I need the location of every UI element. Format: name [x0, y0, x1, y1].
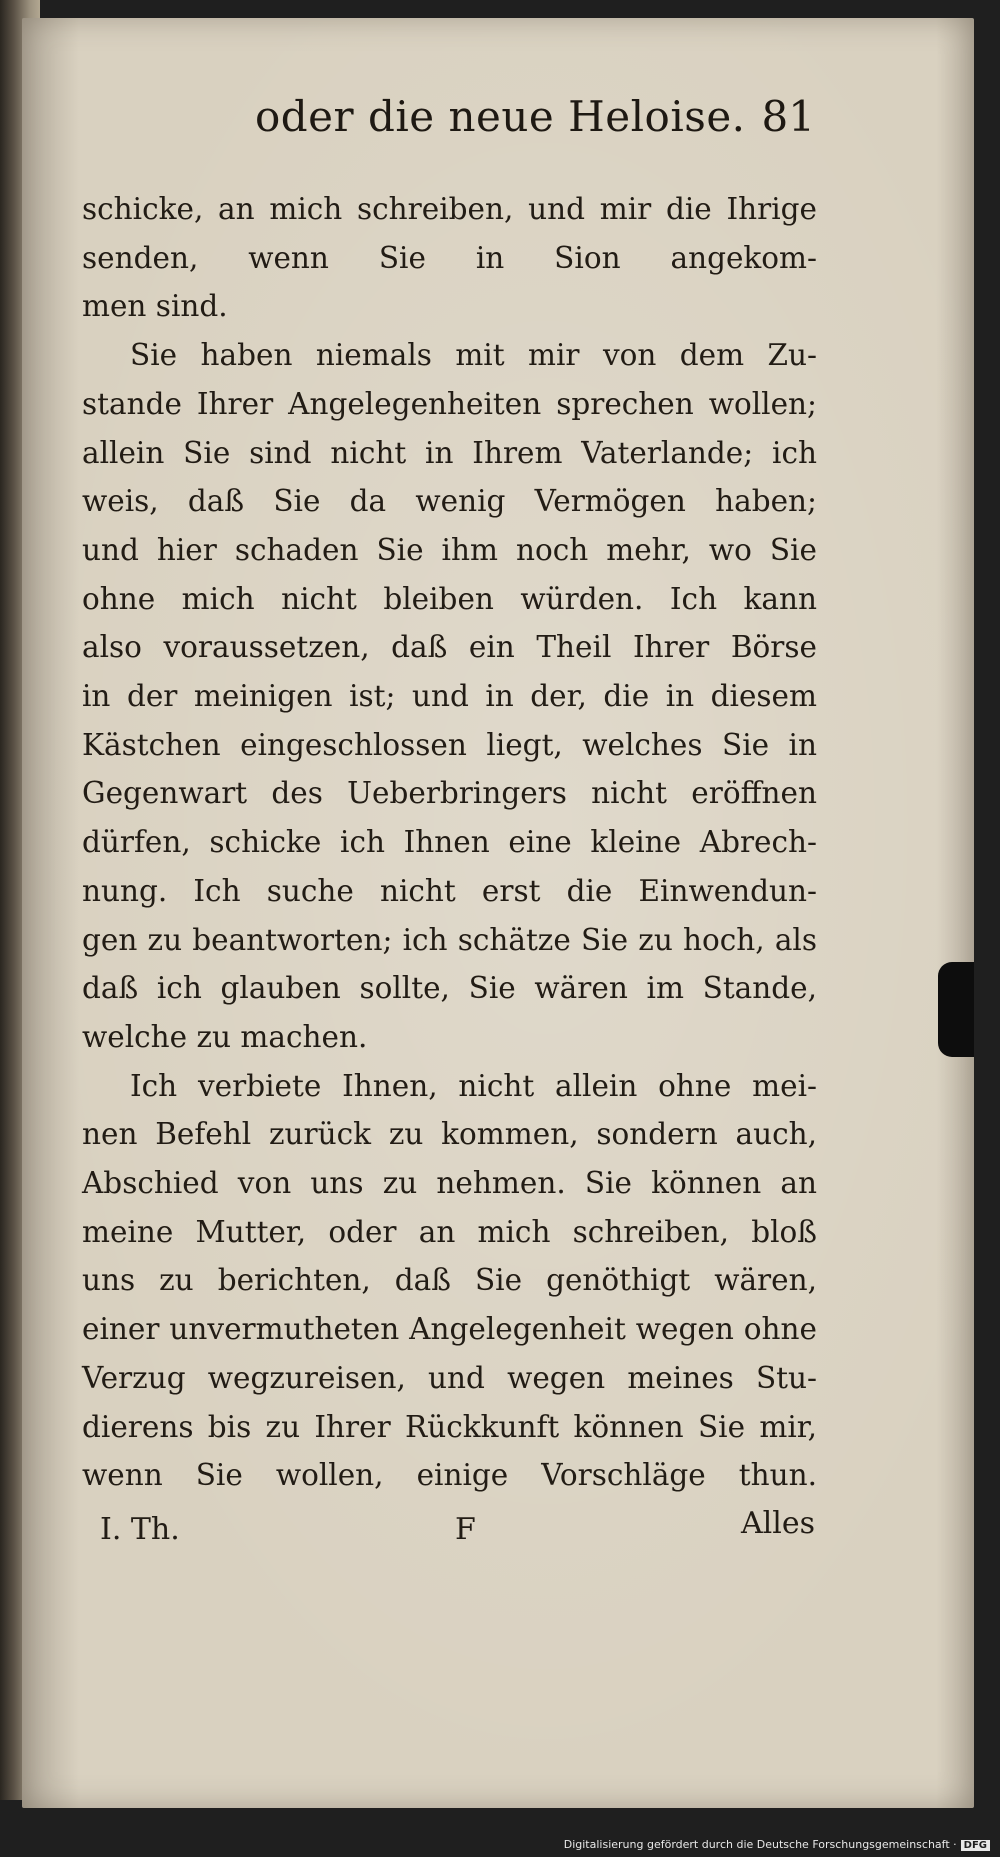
text-line: uns zu berichten, daß Sie genöthigt wären, — [82, 1263, 817, 1298]
page-number: 81 — [761, 92, 815, 141]
text-line: also voraussetzen, daß ein Theil Ihrer Börse — [82, 630, 817, 665]
text-line: Abschied von uns zu nehmen. Sie können an — [82, 1166, 817, 1201]
text-line: ohne mich nicht bleiben würden. Ich kann — [82, 581, 817, 616]
text-line: stande Ihrer Angelegenheiten sprechen wollen; — [82, 386, 817, 421]
text-line: Kästchen eingeschlossen liegt, welches Sie in — [82, 727, 817, 762]
text-line: dürfen, schicke ich Ihnen eine kleine Abrech- — [82, 825, 817, 860]
catchword: Alles — [740, 1506, 815, 1541]
page-clip — [938, 962, 974, 1057]
text-line: meine Mutter, oder an mich schreiben, bloß — [82, 1214, 817, 1249]
text-line: welche zu machen. — [82, 1019, 368, 1054]
dfg-logo: DFG — [961, 1840, 990, 1851]
signature-letter: F — [455, 1512, 476, 1547]
text-line: Ich verbiete Ihnen, nicht allein ohne mei- — [130, 1068, 817, 1103]
text-line: und hier schaden Sie ihm noch mehr, wo Sie — [82, 532, 817, 567]
text-line: nen Befehl zurück zu kommen, sondern auch, — [82, 1117, 817, 1152]
page-header — [255, 92, 815, 152]
text-line: Gegenwart des Ueberbringers nicht eröffnen — [82, 776, 817, 811]
running-title: oder die neue Heloise. — [255, 92, 746, 141]
signature-mark: I. Th. — [100, 1512, 180, 1547]
text-line: senden, wenn Sie in Sion angekom- — [82, 240, 817, 275]
text-line: men sind. — [82, 289, 228, 324]
credit-text: Digitalisierung gefördert durch die Deutsche Forschungsgemeinschaft · — [563, 1838, 957, 1851]
text-line: daß ich glauben sollte, Sie wären im Stande, — [82, 971, 817, 1006]
text-line: einer unvermutheten Angelegenheit wegen ohne — [82, 1312, 817, 1347]
text-line: Verzug wegzureisen, und wegen meines Stu- — [82, 1360, 817, 1395]
text-line: gen zu beantworten; ich schätze Sie zu hoch, als — [82, 922, 817, 957]
digitization-credit — [564, 1838, 990, 1851]
text-line: dierens bis zu Ihrer Rückkunft können Sie mir, — [82, 1409, 817, 1444]
text-line: weis, daß Sie da wenig Vermögen haben; — [82, 484, 817, 519]
text-line: in der meinigen ist; und in der, die in diesem — [82, 679, 817, 714]
text-line: allein Sie sind nicht in Ihrem Vaterlande; ich — [82, 435, 817, 470]
page-footer — [100, 1506, 815, 1562]
text-line: nung. Ich suche nicht erst die Einwendun- — [82, 873, 817, 908]
text-line: schicke, an mich schreiben, und mir die Ihrige — [82, 192, 817, 226]
text-line: wenn Sie wollen, einige Vorschläge thun. — [82, 1458, 817, 1493]
text-line: Sie haben niemals mit mir von dem Zu- — [130, 338, 817, 373]
body-text — [82, 185, 817, 1500]
